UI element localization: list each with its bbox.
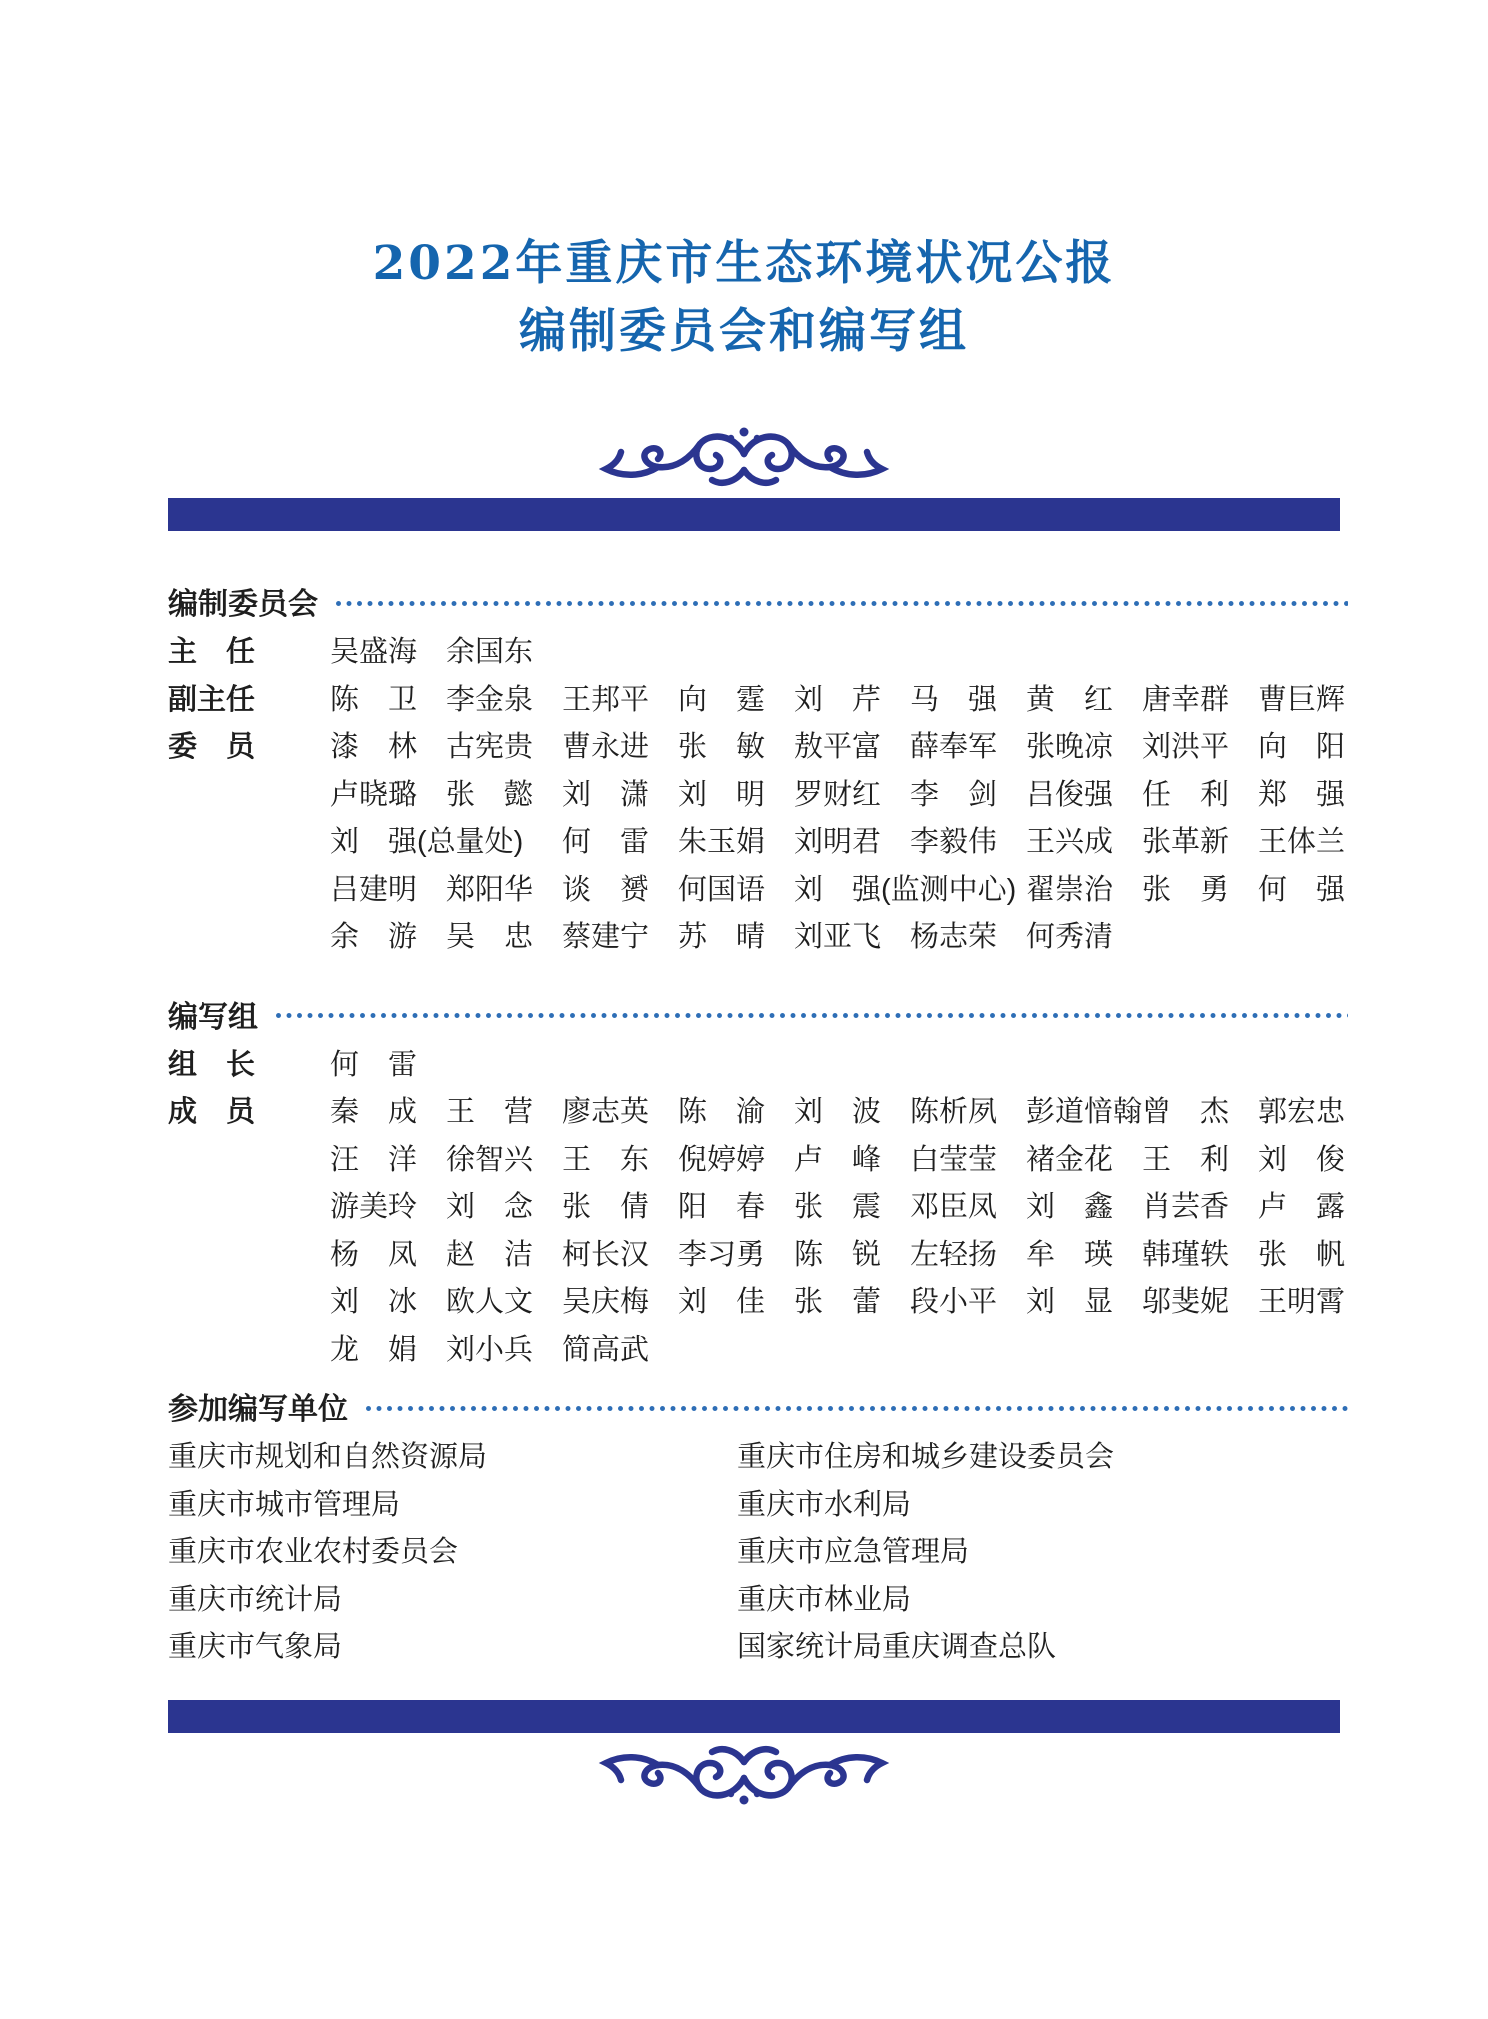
unit-name: 重庆市农业农村委员会 bbox=[168, 1536, 459, 1569]
member-name: 敖平富 bbox=[794, 731, 882, 764]
member-name: 陈析夙 bbox=[910, 1096, 998, 1129]
member-name: 肖芸香 bbox=[1142, 1191, 1230, 1224]
member-name: 苏 晴 bbox=[678, 921, 766, 954]
role-label: 委 员 bbox=[168, 731, 256, 764]
member-name: 汪 洋 bbox=[330, 1143, 418, 1176]
member-name: 李习勇 bbox=[678, 1238, 766, 1271]
roster-row bbox=[168, 1324, 1348, 1372]
member-name: 张 勇 bbox=[1142, 873, 1230, 906]
member-name: 刘 强(监测中心) bbox=[794, 873, 1017, 906]
name-cells bbox=[330, 772, 1348, 813]
roster-row bbox=[168, 674, 1348, 722]
unit-name: 国家统计局重庆调查总队 bbox=[737, 1631, 1057, 1664]
cloud-ornament-top bbox=[594, 424, 894, 490]
member-name: 王明霄 bbox=[1258, 1286, 1346, 1319]
member-name: 刘 强(总量处) bbox=[330, 826, 524, 859]
roster-row bbox=[168, 1039, 1348, 1087]
member-name: 张 蕾 bbox=[794, 1286, 882, 1319]
member-name: 张晚凉 bbox=[1026, 731, 1114, 764]
member-name: 曾 杰 bbox=[1142, 1096, 1230, 1129]
member-name: 朱玉娟 bbox=[678, 826, 766, 859]
member-name: 何 雷 bbox=[330, 1048, 418, 1081]
member-name: 李 剑 bbox=[910, 778, 998, 811]
unit-name: 重庆市城市管理局 bbox=[168, 1488, 401, 1521]
member-name: 刘 明 bbox=[678, 778, 766, 811]
member-name: 吴庆梅 bbox=[562, 1286, 650, 1319]
name-cells bbox=[330, 914, 1348, 955]
section-heading-row bbox=[168, 576, 1348, 626]
roster-row bbox=[168, 1276, 1348, 1324]
member-name: 卢晓璐 bbox=[330, 778, 418, 811]
member-name: 褚金花 bbox=[1026, 1143, 1114, 1176]
member-name: 王邦平 bbox=[562, 683, 650, 716]
member-name: 牟 瑛 bbox=[1026, 1238, 1114, 1271]
member-name: 王 利 bbox=[1142, 1143, 1230, 1176]
member-name: 卢 峰 bbox=[794, 1143, 882, 1176]
dotted-leader bbox=[364, 1404, 1348, 1413]
section-heading: 编写组 bbox=[168, 1000, 258, 1034]
member-name: 郭宏忠 bbox=[1258, 1096, 1346, 1129]
roster-row bbox=[168, 864, 1348, 912]
member-name: 陈 渝 bbox=[678, 1096, 766, 1129]
member-name: 唐幸群 bbox=[1142, 683, 1230, 716]
unit-name: 重庆市住房和城乡建设委员会 bbox=[737, 1441, 1115, 1474]
member-name: 倪婷婷 bbox=[678, 1143, 766, 1176]
page-title-line1: 2022年重庆市生态环境状况公报 bbox=[372, 236, 1116, 291]
dotted-leader bbox=[274, 1011, 1348, 1020]
member-name: 薛奉军 bbox=[910, 731, 998, 764]
member-name: 韩瑾轶 bbox=[1142, 1238, 1230, 1271]
roster-row bbox=[168, 1229, 1348, 1277]
roster-row bbox=[168, 1134, 1348, 1182]
member-name: 刘 显 bbox=[1026, 1286, 1114, 1319]
name-cells bbox=[330, 1042, 1348, 1083]
member-name: 吴 忠 bbox=[446, 921, 534, 954]
member-name: 张 倩 bbox=[562, 1191, 650, 1224]
member-name: 吴盛海 bbox=[330, 636, 418, 669]
member-name: 余 游 bbox=[330, 921, 418, 954]
member-name: 王兴成 bbox=[1026, 826, 1114, 859]
dotted-leader bbox=[334, 599, 1348, 608]
role-label: 组 长 bbox=[168, 1048, 256, 1081]
member-name: 杨志荣 bbox=[910, 921, 998, 954]
name-cells bbox=[330, 1137, 1348, 1178]
member-name: 曹永进 bbox=[562, 731, 650, 764]
name-cells bbox=[330, 1089, 1348, 1130]
member-name: 刘亚飞 bbox=[794, 921, 882, 954]
member-name: 何 强 bbox=[1258, 873, 1346, 906]
member-name: 刘 佳 bbox=[678, 1286, 766, 1319]
member-name: 李金泉 bbox=[446, 683, 534, 716]
member-name: 郑阳华 bbox=[446, 873, 534, 906]
divider-bar-top bbox=[168, 498, 1340, 531]
member-name: 刘 潇 bbox=[562, 778, 650, 811]
member-name: 卢 露 bbox=[1258, 1191, 1346, 1224]
name-cells bbox=[330, 819, 1348, 860]
member-name: 刘洪平 bbox=[1142, 731, 1230, 764]
member-name: 张 震 bbox=[794, 1191, 882, 1224]
member-name: 刘 鑫 bbox=[1026, 1191, 1114, 1224]
unit-row bbox=[168, 1479, 1348, 1527]
member-name: 谈 赟 bbox=[562, 873, 650, 906]
member-name: 陈 锐 bbox=[794, 1238, 882, 1271]
member-name: 刘 冰 bbox=[330, 1286, 418, 1319]
member-name: 邓臣凤 bbox=[910, 1191, 998, 1224]
member-name: 张 帆 bbox=[1258, 1238, 1346, 1271]
member-name: 向 霆 bbox=[678, 683, 766, 716]
roster-row bbox=[168, 769, 1348, 817]
unit-name: 重庆市林业局 bbox=[737, 1583, 912, 1616]
name-cells bbox=[330, 1327, 1348, 1368]
section-participating-units bbox=[168, 1381, 1348, 1669]
member-name: 余国东 bbox=[446, 636, 534, 669]
member-name: 向 阳 bbox=[1258, 731, 1346, 764]
page-title-line2: 编制委员会和编写组 bbox=[519, 304, 969, 359]
member-name: 白莹莹 bbox=[910, 1143, 998, 1176]
unit-name: 重庆市应急管理局 bbox=[737, 1536, 970, 1569]
member-name: 柯长汉 bbox=[562, 1238, 650, 1271]
section-heading: 参加编写单位 bbox=[168, 1393, 348, 1426]
member-name: 杨 凤 bbox=[330, 1238, 418, 1271]
unit-row bbox=[168, 1431, 1348, 1479]
member-name: 刘小兵 bbox=[446, 1333, 534, 1366]
member-name: 刘 念 bbox=[446, 1191, 534, 1224]
section-compilation-committee bbox=[168, 576, 1348, 959]
roster-area bbox=[168, 576, 1348, 1669]
member-name: 游美玲 bbox=[330, 1191, 418, 1224]
member-name: 陈 卫 bbox=[330, 683, 418, 716]
member-name: 刘明君 bbox=[794, 826, 882, 859]
roster-row bbox=[168, 816, 1348, 864]
member-name: 马 强 bbox=[910, 683, 998, 716]
roster-row bbox=[168, 911, 1348, 959]
member-name: 龙 娟 bbox=[330, 1333, 418, 1366]
roster-row bbox=[168, 721, 1348, 769]
member-name: 罗财红 bbox=[794, 778, 882, 811]
unit-row bbox=[168, 1526, 1348, 1574]
name-cells bbox=[330, 1279, 1348, 1320]
section-heading: 编制委员会 bbox=[168, 588, 318, 621]
member-name: 翟崇治 bbox=[1026, 873, 1114, 906]
member-name: 刘 俊 bbox=[1258, 1143, 1346, 1176]
member-name: 何 雷 bbox=[562, 826, 650, 859]
role-label: 副主任 bbox=[168, 683, 256, 716]
member-name: 郑 强 bbox=[1258, 778, 1346, 811]
unit-name: 重庆市气象局 bbox=[168, 1631, 343, 1664]
member-name: 张革新 bbox=[1142, 826, 1230, 859]
cloud-ornament-bottom bbox=[594, 1742, 894, 1808]
member-name: 李毅伟 bbox=[910, 826, 998, 859]
member-name: 赵 洁 bbox=[446, 1238, 534, 1271]
member-name: 吕俊强 bbox=[1026, 778, 1114, 811]
divider-bar-bottom bbox=[168, 1700, 1340, 1733]
member-name: 阳 春 bbox=[678, 1191, 766, 1224]
roster-row bbox=[168, 626, 1348, 674]
member-name: 刘 芹 bbox=[794, 683, 882, 716]
member-name: 何国语 bbox=[678, 873, 766, 906]
member-name: 廖志英 bbox=[562, 1096, 650, 1129]
member-name: 王 东 bbox=[562, 1143, 650, 1176]
role-label: 成 员 bbox=[168, 1096, 256, 1129]
member-name: 何秀清 bbox=[1026, 921, 1114, 954]
name-cells bbox=[330, 724, 1348, 765]
member-name: 漆 林 bbox=[330, 731, 418, 764]
member-name: 黄 红 bbox=[1026, 683, 1114, 716]
name-cells bbox=[330, 629, 1348, 670]
name-cells bbox=[330, 1232, 1348, 1273]
name-cells bbox=[330, 1184, 1348, 1225]
member-name: 吕建明 bbox=[330, 873, 418, 906]
name-cells bbox=[330, 677, 1348, 718]
unit-name: 重庆市规划和自然资源局 bbox=[168, 1441, 488, 1474]
member-name: 简高武 bbox=[562, 1333, 650, 1366]
member-name: 王体兰 bbox=[1258, 826, 1346, 859]
unit-row bbox=[168, 1621, 1348, 1669]
member-name: 左轻扬 bbox=[910, 1238, 998, 1271]
member-name: 张 懿 bbox=[446, 778, 534, 811]
member-name: 张 敏 bbox=[678, 731, 766, 764]
section-writing-group bbox=[168, 989, 1348, 1372]
member-name: 段小平 bbox=[910, 1286, 998, 1319]
section-heading-row bbox=[168, 1381, 1348, 1431]
role-label: 主 任 bbox=[168, 636, 256, 669]
member-name: 刘 波 bbox=[794, 1096, 882, 1129]
roster-row bbox=[168, 1181, 1348, 1229]
roster-row bbox=[168, 1086, 1348, 1134]
member-name: 秦 成 bbox=[330, 1096, 418, 1129]
unit-row bbox=[168, 1574, 1348, 1622]
member-name: 欧人文 bbox=[446, 1286, 534, 1319]
name-cells bbox=[330, 867, 1348, 908]
member-name: 邬斐妮 bbox=[1142, 1286, 1230, 1319]
section-heading-row bbox=[168, 989, 1348, 1039]
member-name: 曹巨辉 bbox=[1258, 683, 1346, 716]
member-name: 古宪贵 bbox=[446, 731, 534, 764]
member-name: 徐智兴 bbox=[446, 1143, 534, 1176]
member-name: 任 利 bbox=[1142, 778, 1230, 811]
unit-name: 重庆市统计局 bbox=[168, 1583, 343, 1616]
member-name: 蔡建宁 bbox=[562, 921, 650, 954]
member-name: 王 营 bbox=[446, 1096, 534, 1129]
unit-name: 重庆市水利局 bbox=[737, 1488, 912, 1521]
member-name: 彭道愔翰 bbox=[1026, 1096, 1143, 1129]
